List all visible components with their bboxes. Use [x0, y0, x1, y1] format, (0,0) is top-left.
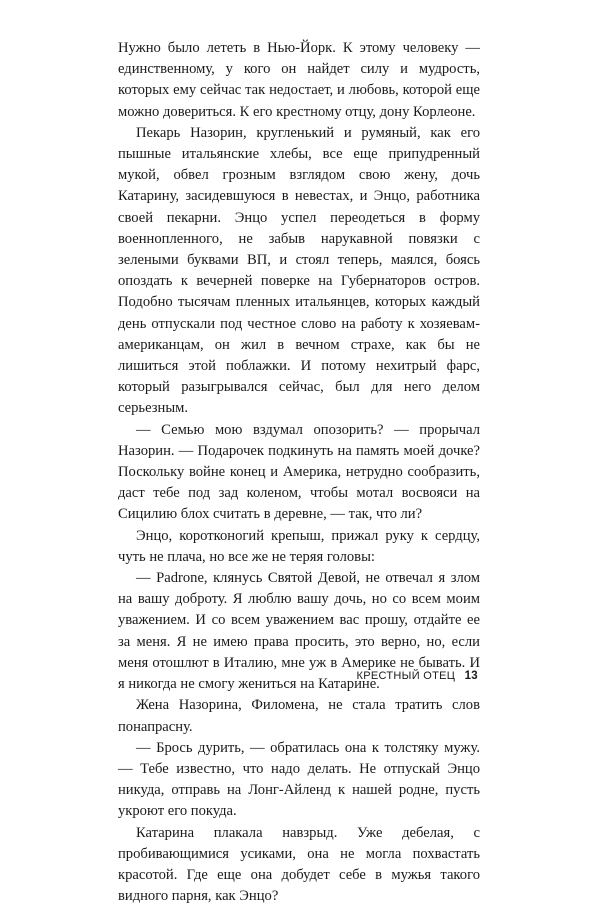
- page-number: 13: [464, 670, 478, 682]
- paragraph: Энцо, коротконогий крепыш, прижал руку к сердцу, чуть не плача, но все же не теряя головы:: [118, 527, 480, 565]
- page-footer: [357, 670, 478, 682]
- paragraph: — Семью мою вздумал опозорить? — прорычал Назорин. — Подарочек подкинуть на память моей дочке? Поскольку войне конец и Америка, нетрудно сообразить, даст тебе под зад коленом, чтобы мотал восвояси на Сицилию блох считать в деревне, — так, что ли?: [118, 421, 480, 523]
- body-text: [118, 38, 480, 907]
- paragraph: — Padrone, клянусь Святой Девой, не отвечал я злом на вашу доброту. Я люблю вашу дочь, но со всем моим уважением. И со всем уважением вас прошу, отдайте ее за меня. Я не имею права просить, это верно, но, если меня отошлют в Италию, мне уж в Америке не бывать. И я никогда не смогу жениться на Катарине.: [118, 570, 480, 693]
- paragraph: Катарина плакала навзрыд. Уже дебелая, с пробивающимися усиками, она не могла похвастать красотой. Где еще она добудет себе в мужья такого видного парня, как Энцо?: [118, 824, 480, 905]
- paragraph: Нужно было лететь в Нью-Йорк. К этому человеку — единственному, у кого он найдет силу и мудрость, которых ему сейчас так недостает, и любовь, которой еще можно довериться. К его крестному отцу, дону Корлеоне.: [118, 40, 480, 120]
- paragraph: Жена Назорина, Филомена, не стала тратить слов понапрасну.: [118, 697, 480, 735]
- running-title: КРЕСТНЫЙ ОТЕЦ: [356, 670, 456, 682]
- paragraph: — Брось дурить, — обратилась она к толстяку мужу. — Тебе известно, что надо делать. Не отпускай Энцо никуда, отправь на Лонг-Айленд к нашей родне, пусть укроют его покуда.: [118, 739, 480, 820]
- paragraph: Пекарь Назорин, кругленький и румяный, как его пышные итальянские хлебы, все еще припудренный мукой, обвел грозным взглядом свою жену, дочь Катарину, засидевшуюся в невестах, и Энцо, работника своей пекарни. Энцо успел переодеться в форму военнопленного, не забыв нарукавной повязки с зелеными буквами ВП, и стоял теперь, маялся, боясь опоздать к вечерней поверке на Губернаторов остров. Подобно тысячам пленных итальянцев, которых каждый день отпускали под честное слово на работу к хозяевам-американцам, он жил в вечном страхе, как бы не лишиться этой поблажки. И потому нехитрый фарс, который разыгрывался сейчас, был для него делом серьезным.: [118, 124, 480, 417]
